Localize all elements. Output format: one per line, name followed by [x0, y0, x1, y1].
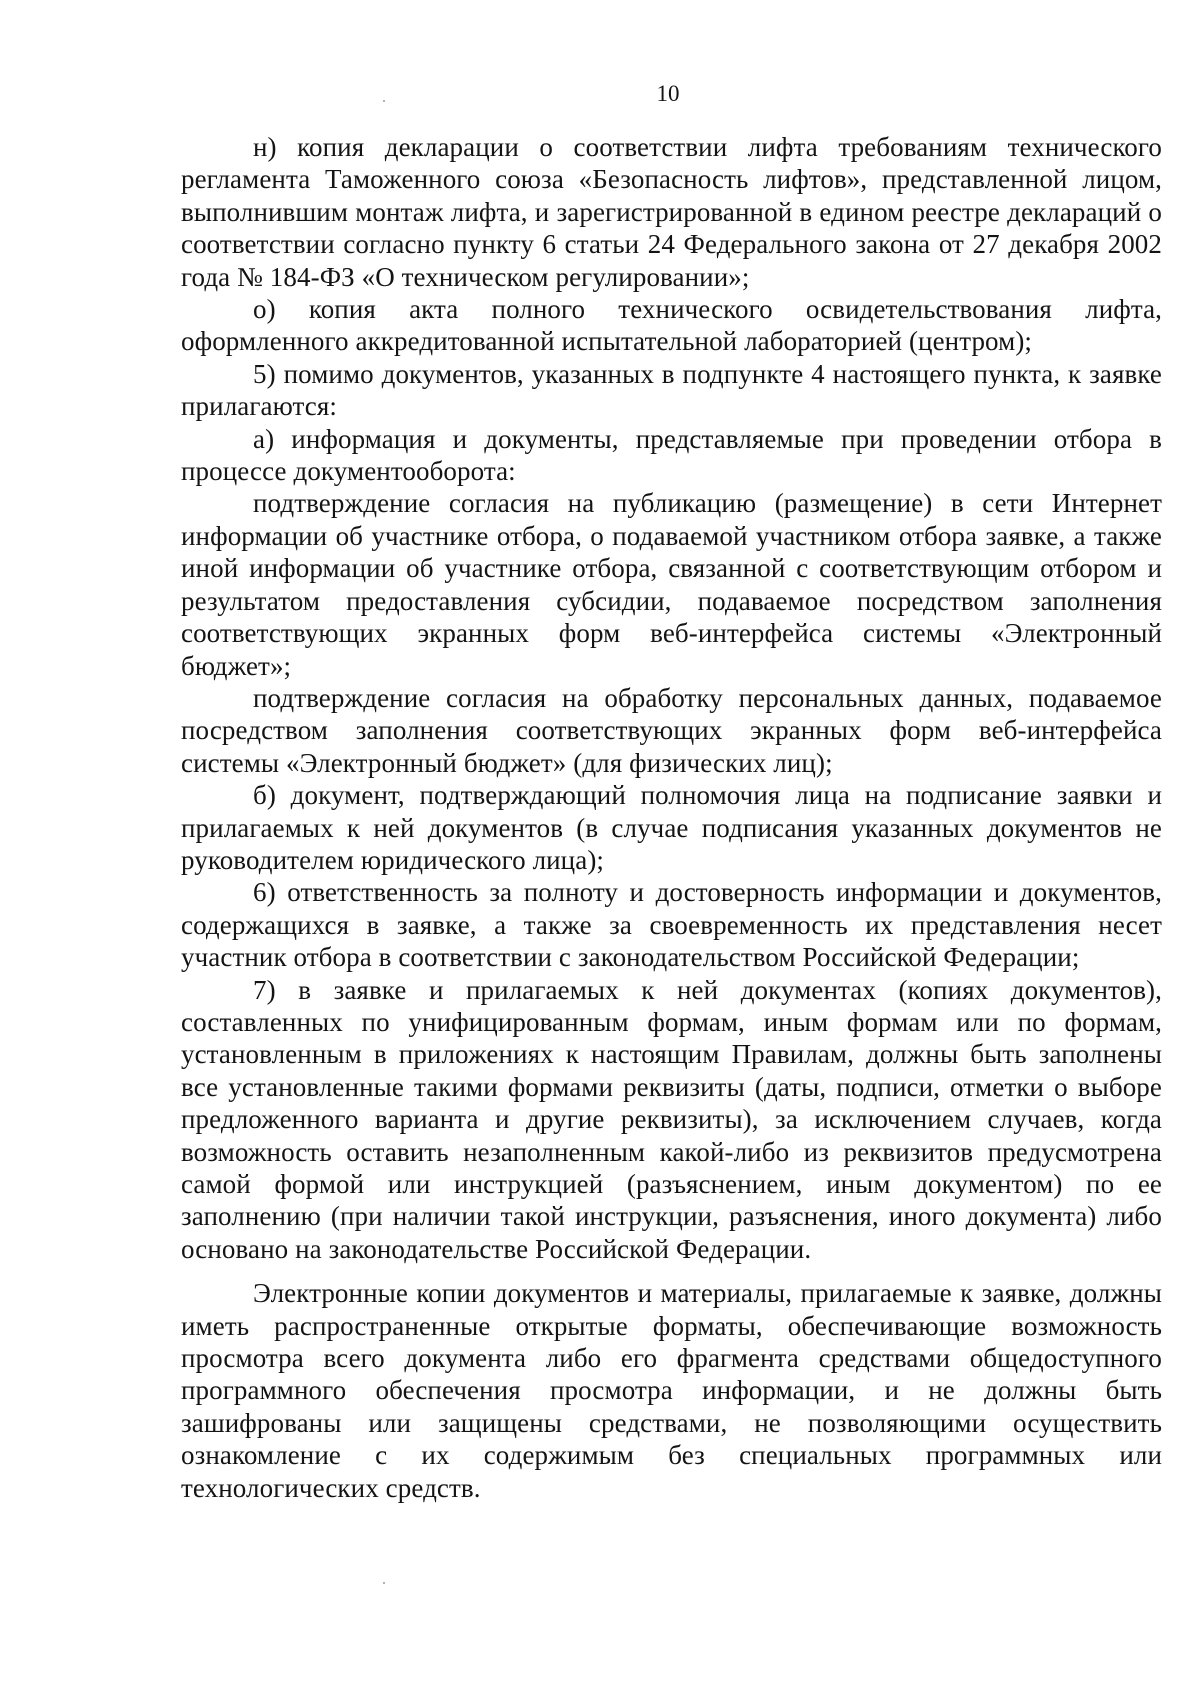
paragraph-item-b: б) документ, подтверждающий полномочия лица на подписание заявки и прилагаемых к ней документов (в случае подписания указанных документов не руководителем юридического лица); — [181, 780, 1162, 875]
paragraph-item-n: н) копия декларации о соответствии лифта требованиям технического регламента Таможенного союза «Безопасность лифтов», представленной лицом, выполнившим монтаж лифта, и зарегистрированной в едином реестре деклараций о соответствии согласно пункту 6 статьи 24 Федерального закона от 27 декабря 2002 года № 184-ФЗ «О техническом регулировании»; — [181, 132, 1162, 292]
paragraph-consent-publication: подтверждение согласия на публикацию (размещение) в сети Интернет информации об участнике отбора, о подаваемой участником отбора заявке, а также иной информации об участнике отбора, связанной с соответствующим отбором и результатом предоставления субсидии, подаваемое посредством заполнения соответствующих экранных форм веб-интерфейса системы «Электронный бюджет»; — [181, 488, 1162, 681]
paragraph-point-5: 5) помимо документов, указанных в подпункте 4 настоящего пункта, к заявке прилагаются: — [181, 358, 1162, 422]
scan-speck — [383, 1582, 385, 1584]
paragraph-point-7: 7) в заявке и прилагаемых к ней документах (копиях документов), составленных по унифицированным формам, иным формам или по формам, установленным в приложениях к настоящим Правилам, должны быть заполнены все установленные такими формами реквизиты (даты, подписи, отметки о выборе предложенного варианта и другие реквизиты), за исключением случаев, когда возможность оставить незаполненным какой-либо из реквизитов предусмотрена самой формой или инструкцией (разъяснением, иным документом) по ее заполнению (при наличии такой инструкции, разъяснения, иного документа) либо основано на законодательстве Российской Федерации. — [181, 974, 1162, 1264]
paragraph-consent-personal-data: подтверждение согласия на обработку персональных данных, подаваемое посредством заполнения соответствующих экранных форм веб-интерфейса системы «Электронный бюджет» (для физических лиц); — [181, 682, 1162, 778]
document-body — [181, 131, 1162, 1504]
paragraph-item-a: а) информация и документы, представляемые при проведении отбора в процессе документооборота: — [181, 423, 1162, 487]
paragraph-item-o: о) копия акта полного технического освидетельствования лифта, оформленного аккредитованной испытательной лабораторией (центром); — [181, 294, 1162, 357]
scan-speck — [383, 100, 385, 102]
paragraph-point-6: 6) ответственность за полноту и достоверность информации и документов, содержащихся в заявке, а также за своевременность их представления несет участник отбора в соответствии с законодательством Российской Федерации; — [181, 877, 1162, 973]
page-number: 10 — [656, 81, 680, 106]
paragraph-electronic-copies: Электронные копии документов и материалы, прилагаемые к заявке, должны иметь распространенные открытые форматы, обеспечивающие возможность просмотра всего документа либо его фрагмента средствами общедоступного программного обеспечения просмотра информации, и не должны быть зашифрованы или защищены средствами, не позволяющими осуществить ознакомление с их содержимым без специальных программных или технологических средств. — [181, 1278, 1162, 1503]
